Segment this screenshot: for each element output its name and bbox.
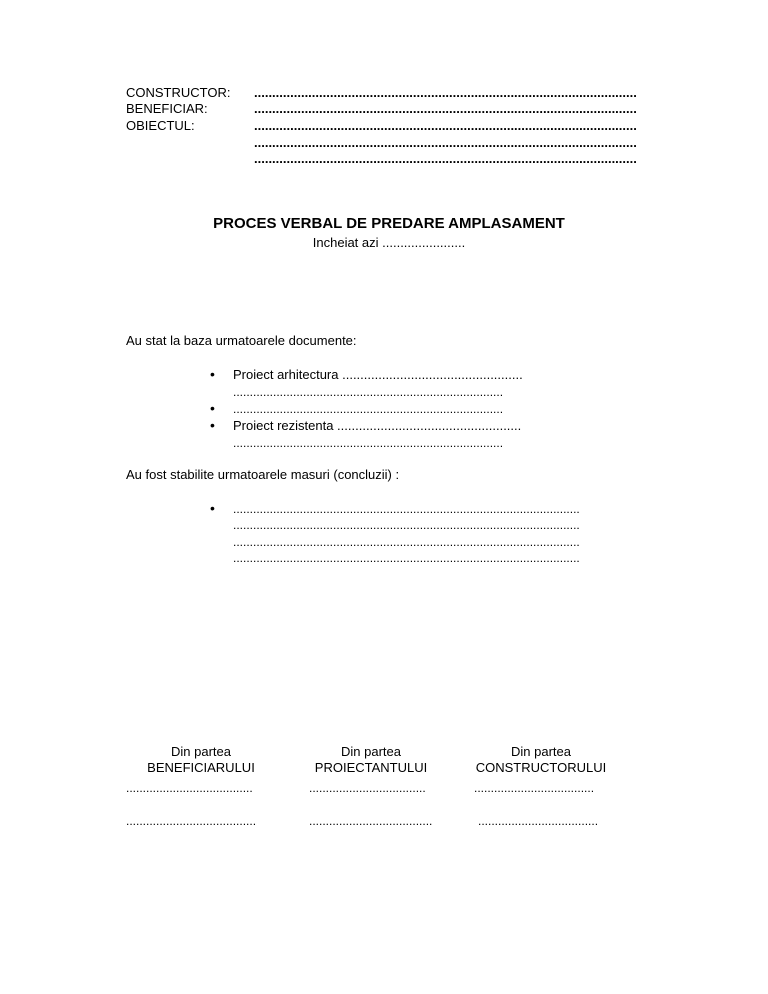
measure-line: ........................................................................................................	[233, 551, 580, 565]
signature-line: ....................................	[474, 781, 595, 795]
constructor-value: ..........................................................................................................	[254, 85, 637, 100]
signature-line: .....................................	[309, 814, 433, 828]
document-item-line: .................................................................................	[233, 436, 504, 450]
beneficiar-label: BENEFICIAR:	[126, 101, 208, 116]
signature-line: ....................................	[478, 814, 599, 828]
bullet-icon: •	[210, 417, 215, 433]
document-title: PROCES VERBAL DE PREDARE AMPLASAMENT	[213, 215, 565, 232]
signature-caption: Din partea	[511, 744, 571, 759]
bullet-icon: •	[210, 400, 215, 416]
signature-caption: Din partea	[171, 744, 231, 759]
document-subtitle: Incheiat azi .......................	[312, 235, 466, 250]
obiectul-value: ..........................................................................................................	[254, 118, 637, 133]
obiectul-line-2: ..........................................................................................................	[254, 135, 637, 150]
measure-line: ........................................................................................................	[233, 502, 580, 516]
obiectul-line-3: ..........................................................................................................	[254, 151, 637, 166]
document-item-line: Proiect arhitectura ..................................................	[233, 367, 523, 382]
signature-proiectant	[276, 744, 466, 776]
document-item-line: Proiect rezistenta ...................................................	[233, 418, 522, 433]
signature-caption: Din partea	[341, 744, 401, 759]
signature-beneficiar	[106, 744, 296, 776]
signature-party: PROIECTANTULUI	[314, 760, 428, 775]
signature-party: CONSTRUCTORULUI	[475, 760, 607, 775]
documents-intro: Au stat la baza urmatoarele documente:	[126, 333, 357, 348]
document-item-line: .................................................................................	[233, 402, 504, 416]
signature-constructor	[446, 744, 636, 776]
bullet-icon: •	[210, 366, 215, 382]
bullet-icon: •	[210, 500, 215, 516]
signature-line: .......................................	[126, 814, 257, 828]
signature-party: BENEFICIARULUI	[147, 760, 255, 775]
obiectul-label: OBIECTUL:	[126, 118, 195, 133]
document-item-line: .................................................................................	[233, 385, 504, 399]
measure-line: ........................................................................................................	[233, 535, 580, 549]
beneficiar-value: ..........................................................................................................	[254, 101, 637, 116]
signature-line: ...................................	[309, 781, 426, 795]
constructor-label: CONSTRUCTOR:	[126, 85, 231, 100]
measure-line: ........................................................................................................	[233, 518, 580, 532]
measures-intro: Au fost stabilite urmatoarele masuri (concluzii) :	[126, 467, 400, 482]
signature-line: ......................................	[126, 781, 253, 795]
